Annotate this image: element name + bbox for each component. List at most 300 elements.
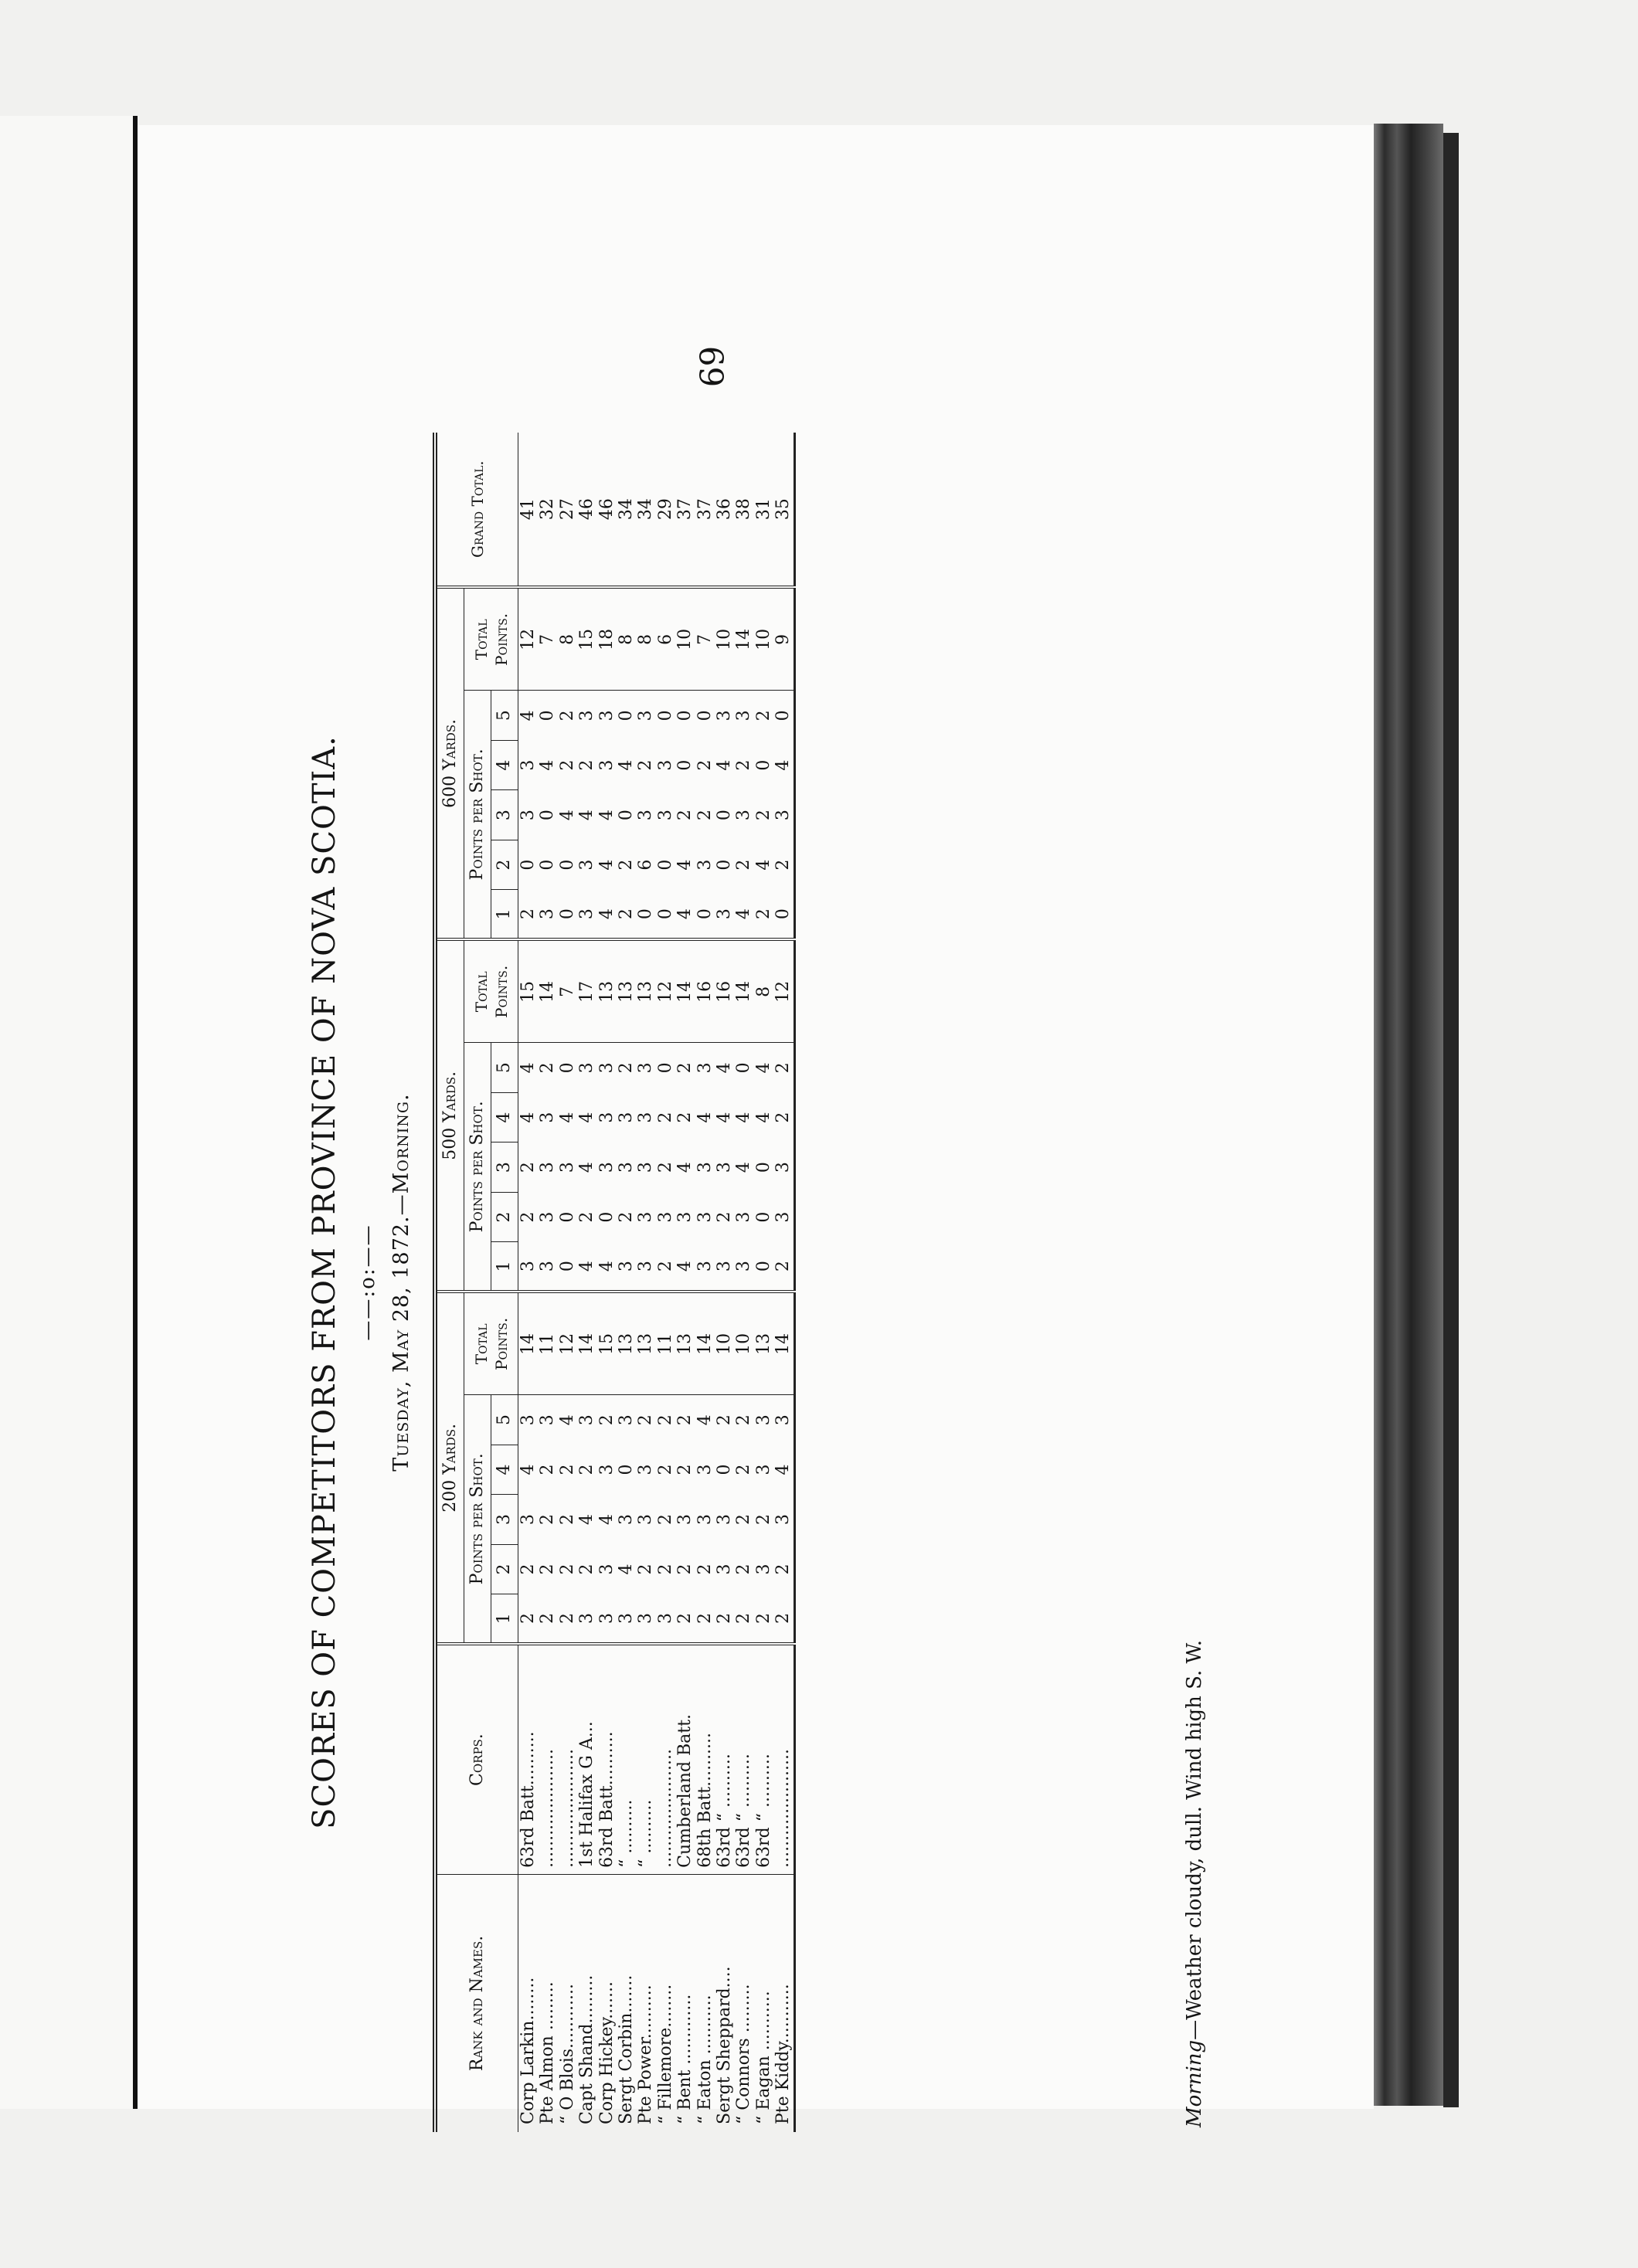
shot-score: 4 (754, 1043, 773, 1093)
shot-score: 3 (773, 810, 794, 821)
competitor-name: “ O Blois............ (558, 1874, 577, 2132)
shot-score: 0 (596, 1211, 617, 1223)
total-points: 10 (715, 1292, 734, 1394)
total-points: 10 (715, 587, 734, 690)
total-points: 14 (518, 1292, 539, 1394)
shot-score: 3 (518, 810, 538, 821)
total-points: 11 (538, 1292, 557, 1394)
shot-score: 2 (577, 759, 597, 771)
shot-number: 2 (491, 1544, 518, 1594)
shot-score: 2 (734, 859, 754, 871)
shot-score: 2 (538, 1464, 558, 1475)
table-row (636, 433, 655, 2132)
shot-score: 3 (695, 1464, 715, 1475)
table-row (715, 433, 734, 2132)
shot-score: 3 (675, 1211, 695, 1223)
shot-score: 4 (734, 908, 754, 920)
header-500-yards: 500 Yards. (435, 939, 464, 1292)
shot-score: 3 (538, 1211, 558, 1223)
shot-score: 3 (617, 1514, 637, 1526)
table-row (617, 433, 636, 2132)
shot-score: 4 (577, 1162, 597, 1173)
competitor-name: “ Fillemore........ (656, 1874, 675, 2132)
shot-score: 3 (577, 1395, 596, 1445)
shot-score: 3 (715, 1162, 735, 1173)
shot-score: 2 (558, 691, 577, 741)
shot-score: 4 (715, 759, 735, 771)
competitor-name: Corp Hickey....... (597, 1874, 617, 2132)
total-points: 6 (656, 587, 675, 690)
shot-score: 4 (518, 1464, 538, 1475)
shot-score: 0 (715, 859, 735, 871)
shot-score: 2 (577, 1464, 597, 1475)
corps-name: 63rd “ .......... (715, 1644, 734, 1874)
shot-number: 3 (491, 1495, 518, 1545)
shot-score: 4 (596, 859, 617, 871)
shot-score: 2 (518, 1162, 538, 1173)
total-points: 13 (675, 1292, 695, 1394)
shot-score: 2 (577, 1563, 597, 1575)
shot-score: 2 (675, 1395, 695, 1445)
shot-score: 3 (577, 859, 597, 871)
shot-score: 2 (734, 1464, 754, 1475)
corps-name: 63rd “ .......... (734, 1644, 753, 1874)
shot-score: 4 (773, 1464, 794, 1475)
shot-score: 0 (557, 1261, 577, 1272)
shot-score: 3 (617, 1162, 637, 1173)
shot-score: 2 (754, 691, 773, 741)
shot-number: 3 (491, 1142, 518, 1193)
shot-score: 2 (773, 859, 794, 871)
header-points-per-shot-200: Points per Shot. (464, 1395, 491, 1645)
shot-score: 0 (538, 810, 558, 821)
shot-score: 3 (715, 691, 734, 741)
shot-score: 2 (773, 1613, 794, 1625)
header-total-points-200: Total Points. (464, 1292, 518, 1394)
shot-score: 2 (557, 1613, 577, 1625)
shot-score: 3 (753, 1464, 773, 1475)
grand-total: 27 (557, 498, 577, 521)
shot-score: 3 (655, 1211, 675, 1223)
shot-number: 5 (491, 1395, 518, 1445)
shot-score: 2 (773, 1043, 794, 1093)
shot-score: 2 (518, 1613, 538, 1625)
shot-score: 3 (715, 1563, 735, 1575)
total-points: 13 (617, 939, 636, 1042)
total-points: 10 (675, 587, 695, 690)
shot-score: 3 (636, 1112, 656, 1123)
total-points: 8 (754, 939, 773, 1042)
shot-score: 0 (715, 1464, 735, 1475)
shot-score: 2 (734, 759, 754, 771)
corps-name: ...................... (656, 1644, 675, 1874)
competitor-name: Sergt Sheppard.... (715, 1874, 734, 2132)
footnote-text: —Weather cloudy, dull. Wind high S. W. (1183, 1640, 1206, 2040)
shot-score: 2 (617, 1043, 636, 1093)
grand-total: 46 (596, 498, 617, 521)
total-points: 13 (636, 1292, 655, 1394)
shot-score: 2 (577, 1211, 597, 1223)
shot-score: 4 (577, 1261, 597, 1272)
table-row (695, 433, 715, 2132)
shot-score: 2 (538, 1514, 558, 1526)
page-subtitle: Tuesday, May 28, 1872.—Morning. (389, 1093, 413, 1472)
shot-score: 2 (636, 759, 656, 771)
total-points: 16 (695, 939, 715, 1042)
shot-score: 0 (695, 908, 715, 920)
page-stack-edge (1374, 124, 1443, 2106)
shot-number: 1 (491, 890, 518, 940)
shot-score: 2 (715, 1395, 734, 1445)
shot-score: 3 (695, 1162, 715, 1173)
shot-score: 3 (695, 1043, 715, 1093)
total-points: 13 (636, 939, 655, 1042)
competitor-name: Pte Almon ......... (538, 1874, 557, 2132)
shot-score: 2 (695, 1563, 715, 1575)
corps-name: “ .......... (617, 1644, 636, 1874)
table-row (773, 433, 794, 2132)
table-row (577, 433, 596, 2132)
shot-score: 0 (617, 810, 637, 821)
shot-score: 3 (518, 1261, 538, 1272)
shot-score: 4 (675, 908, 695, 920)
shot-score: 3 (617, 1395, 636, 1445)
shot-score: 2 (538, 1043, 557, 1093)
shot-score: 3 (636, 1261, 656, 1272)
shot-score: 3 (577, 1043, 596, 1093)
shot-score: 3 (636, 1211, 656, 1223)
shot-score: 4 (675, 859, 695, 871)
shot-score: 2 (557, 759, 577, 771)
shot-score: 3 (695, 1211, 715, 1223)
grand-total: 32 (538, 498, 558, 521)
total-points: 14 (695, 1292, 715, 1394)
shot-score: 4 (596, 810, 617, 821)
shot-score: 2 (715, 1211, 735, 1223)
corps-name: 63rd Batt.......... (518, 1644, 539, 1874)
shot-score: 2 (715, 1613, 735, 1625)
shot-score: 2 (695, 810, 715, 821)
total-points: 15 (597, 1292, 617, 1394)
total-points: 11 (656, 1292, 675, 1394)
competitor-name: “ Eaton ........... (695, 1874, 715, 2132)
shot-score: 2 (753, 908, 773, 920)
shot-score: 3 (734, 691, 753, 741)
shot-score: 3 (518, 1395, 539, 1445)
shot-score: 0 (734, 1043, 753, 1093)
shot-score: 0 (655, 859, 675, 871)
shot-score: 3 (655, 810, 675, 821)
shot-number: 2 (491, 1192, 518, 1242)
total-points: 7 (695, 587, 715, 690)
shot-number: 3 (491, 790, 518, 840)
total-points: 14 (773, 1292, 794, 1394)
corps-name: ...................... (773, 1644, 794, 1874)
shot-score: 2 (656, 1395, 675, 1445)
total-points: 12 (656, 939, 675, 1042)
shot-score: 4 (715, 1043, 734, 1093)
shot-score: 2 (597, 1395, 617, 1445)
shot-score: 3 (597, 691, 617, 741)
shot-score: 3 (617, 1613, 637, 1625)
shot-score: 3 (597, 1043, 617, 1093)
shot-score: 2 (655, 1563, 675, 1575)
total-points: 13 (754, 1292, 773, 1394)
shot-score: 2 (734, 1395, 753, 1445)
shot-score: 3 (596, 1112, 617, 1123)
score-table-body (518, 433, 795, 2132)
total-points: 13 (617, 1292, 636, 1394)
table-row (675, 433, 695, 2132)
corps-name: “ .......... (636, 1644, 655, 1874)
shot-score: 3 (518, 1514, 538, 1526)
shot-score: 0 (557, 1211, 577, 1223)
total-points: 14 (734, 939, 753, 1042)
header-grand-total: Grand Total. (435, 433, 518, 587)
shot-score: 2 (773, 1261, 794, 1272)
shot-score: 3 (773, 1514, 794, 1526)
shot-score: 3 (715, 1514, 735, 1526)
shot-score: 3 (754, 1395, 773, 1445)
shot-number: 4 (491, 1092, 518, 1142)
shot-score: 2 (773, 1112, 794, 1123)
shot-score: 0 (675, 759, 695, 771)
shot-score: 3 (675, 1514, 695, 1526)
corps-name: 63rd “ .......... (754, 1644, 773, 1874)
table-row (754, 433, 773, 2132)
shot-score: 0 (617, 691, 636, 741)
footnote-label: Morning (1183, 2039, 1206, 2127)
shot-score: 2 (518, 1563, 538, 1575)
shot-score: 0 (753, 1162, 773, 1173)
shot-score: 2 (734, 1563, 754, 1575)
header-points-per-shot-500: Points per Shot. (464, 1043, 491, 1292)
total-points: 15 (577, 587, 596, 690)
shot-score: 3 (596, 1563, 617, 1575)
weather-footnote (1179, 428, 1210, 2132)
shot-score: 2 (636, 1395, 655, 1445)
corps-name: 68th Batt.......... (695, 1644, 715, 1874)
total-points: 14 (577, 1292, 596, 1394)
shot-score: 3 (695, 1514, 715, 1526)
total-points: 12 (518, 587, 539, 690)
shot-score: 0 (675, 691, 695, 741)
grand-total: 34 (617, 498, 637, 521)
competitor-name: “ Connors ......... (734, 1874, 753, 2132)
shot-score: 3 (596, 1464, 617, 1475)
shot-score: 4 (596, 1261, 617, 1272)
shot-score: 0 (617, 1464, 637, 1475)
grand-total: 37 (695, 498, 715, 521)
shot-score: 2 (655, 1112, 675, 1123)
grand-total: 46 (577, 498, 597, 521)
grand-total: 41 (518, 498, 538, 521)
shot-score: 2 (617, 859, 637, 871)
shot-score: 2 (557, 1514, 577, 1526)
shot-score: 3 (636, 1464, 656, 1475)
shot-score: 4 (577, 1112, 597, 1123)
total-points: 7 (558, 939, 577, 1042)
shot-score: 2 (617, 908, 637, 920)
header-600-yards: 600 Yards. (435, 587, 464, 939)
score-table (433, 433, 796, 2132)
shot-score: 2 (655, 1261, 675, 1272)
shot-score: 4 (695, 1112, 715, 1123)
total-points: 10 (754, 587, 773, 690)
grand-total: 34 (636, 498, 656, 521)
shot-score: 2 (518, 908, 538, 920)
page-title: SCORES OF COMPETITORS FROM PROVINCE OF NOVA SCOTIA. (307, 735, 342, 1829)
header-corps: Corps. (435, 1644, 518, 1874)
total-points: 12 (558, 1292, 577, 1394)
grand-total: 35 (773, 498, 794, 521)
shot-score: 2 (753, 1613, 773, 1625)
shot-score: 4 (695, 1395, 715, 1445)
shot-score: 2 (655, 1514, 675, 1526)
competitor-name: “ Bent ............. (675, 1874, 695, 2132)
shot-score: 2 (557, 1563, 577, 1575)
shot-score: 4 (557, 810, 577, 821)
shot-score: 2 (675, 1043, 695, 1093)
shot-number: 4 (491, 740, 518, 790)
shot-score: 0 (636, 908, 656, 920)
shot-score: 4 (518, 691, 539, 741)
shot-score: 4 (538, 759, 558, 771)
shot-score: 4 (734, 1162, 754, 1173)
shot-number: 2 (491, 840, 518, 890)
shot-score: 3 (617, 1112, 637, 1123)
shot-score: 3 (538, 908, 558, 920)
title-separator: ——:o:—— (356, 1224, 379, 1341)
shot-score: 0 (655, 908, 675, 920)
header-rank-and-names: Rank and Names. (435, 1874, 518, 2132)
rotated-score-sheet (301, 433, 1228, 2132)
total-points: 8 (617, 587, 636, 690)
shot-score: 0 (557, 908, 577, 920)
page-number: 69 (692, 345, 730, 388)
total-points: 14 (538, 939, 557, 1042)
shot-number: 1 (491, 1594, 518, 1645)
shot-score: 0 (753, 759, 773, 771)
grand-total: 31 (753, 498, 773, 521)
corps-name: Cumberland Batt. (675, 1644, 695, 1874)
total-points: 7 (538, 587, 557, 690)
total-points: 17 (577, 939, 596, 1042)
shot-score: 3 (636, 1514, 656, 1526)
corps-name: 1st Halifax G A... (577, 1644, 596, 1874)
shot-number: 1 (491, 1242, 518, 1292)
shot-score: 3 (538, 1162, 558, 1173)
shot-score: 2 (617, 1211, 637, 1223)
shot-score: 4 (557, 1112, 577, 1123)
total-points: 15 (518, 939, 539, 1042)
shot-score: 2 (695, 1613, 715, 1625)
grand-total: 29 (655, 498, 675, 521)
shot-score: 0 (695, 691, 715, 741)
shot-score: 2 (675, 810, 695, 821)
shot-score: 3 (734, 1211, 754, 1223)
shot-score: 3 (773, 1211, 794, 1223)
shot-score: 3 (734, 1261, 754, 1272)
shot-score: 3 (655, 1613, 675, 1625)
shot-score: 3 (773, 1395, 794, 1445)
shot-score: 3 (695, 1261, 715, 1272)
shot-score: 3 (596, 1162, 617, 1173)
shot-score: 2 (655, 1464, 675, 1475)
shot-score: 4 (596, 1514, 617, 1526)
shot-score: 2 (655, 1162, 675, 1173)
shot-score: 4 (734, 1112, 754, 1123)
table-row (597, 433, 617, 2132)
shot-score: 0 (558, 1043, 577, 1093)
shot-score: 4 (753, 1112, 773, 1123)
shot-score: 3 (636, 1613, 656, 1625)
shot-score: 6 (636, 859, 656, 871)
header-total-points-500: Total Points. (464, 939, 518, 1042)
shot-score: 0 (656, 691, 675, 741)
shot-score: 0 (715, 810, 735, 821)
total-points: 9 (773, 587, 794, 690)
grand-total: 38 (734, 498, 754, 521)
total-points: 10 (734, 1292, 753, 1394)
shot-score: 0 (753, 1261, 773, 1272)
shot-score: 3 (753, 1563, 773, 1575)
grand-total: 37 (675, 498, 695, 521)
total-points: 18 (597, 587, 617, 690)
shot-score: 2 (695, 759, 715, 771)
shot-score: 3 (734, 810, 754, 821)
shot-number: 4 (491, 1445, 518, 1495)
shot-score: 4 (715, 1112, 735, 1123)
competitor-name: Capt Shand......... (577, 1874, 596, 2132)
shot-score: 4 (596, 908, 617, 920)
shot-score: 2 (538, 1563, 558, 1575)
shot-score: 3 (538, 1395, 557, 1445)
shot-score: 4 (675, 1162, 695, 1173)
competitor-name: Sergt Corbin....... (617, 1874, 636, 2132)
shot-score: 2 (518, 1211, 538, 1223)
table-row (558, 433, 577, 2132)
corps-name: ...................... (538, 1644, 557, 1874)
shot-score: 2 (675, 1112, 695, 1123)
shot-number: 5 (491, 691, 518, 741)
shot-score: 4 (617, 1563, 637, 1575)
shot-score: 2 (753, 810, 773, 821)
shot-score: 4 (558, 1395, 577, 1445)
header-points-per-shot-600: Points per Shot. (464, 691, 491, 940)
shot-score: 3 (636, 810, 656, 821)
shot-score: 3 (596, 1613, 617, 1625)
shot-score: 3 (636, 1162, 656, 1173)
table-row (518, 433, 539, 2132)
shot-score: 3 (518, 759, 538, 771)
shot-score: 3 (538, 1261, 558, 1272)
shot-score: 2 (557, 1464, 577, 1475)
shot-score: 2 (734, 1613, 754, 1625)
table-row (538, 433, 557, 2132)
shot-score: 3 (636, 1043, 655, 1093)
shot-score: 0 (773, 691, 794, 741)
shot-score: 3 (695, 859, 715, 871)
total-points: 14 (675, 939, 695, 1042)
shot-score: 3 (577, 1613, 597, 1625)
book-cover-edge (1443, 133, 1459, 2107)
header-200-yards: 200 Yards. (435, 1292, 464, 1644)
total-points: 13 (597, 939, 617, 1042)
shot-score: 0 (557, 859, 577, 871)
table-row (734, 433, 753, 2132)
shot-score: 2 (753, 1514, 773, 1526)
